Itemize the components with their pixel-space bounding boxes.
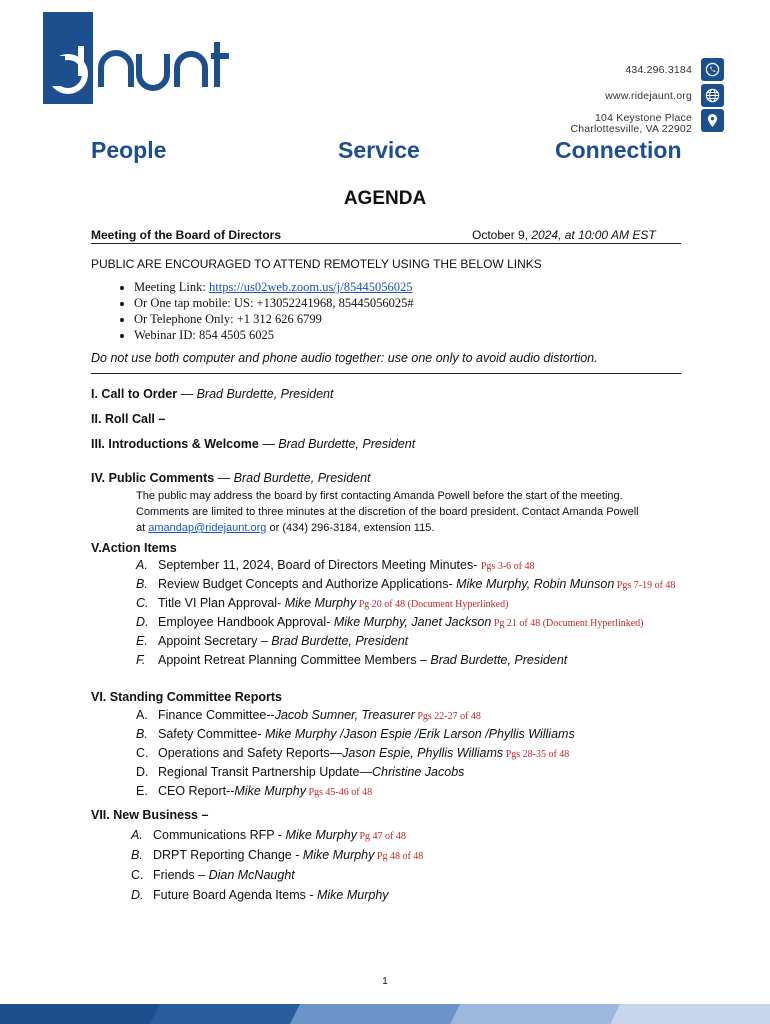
list-item: B. DRPT Reporting Change - Mike Murphy Pg 48 of 48 xyxy=(131,848,424,862)
list-item: E. CEO Report--Mike Murphy Pgs 45-46 of 48 xyxy=(136,784,373,798)
page-reference: Pg 20 of 48 (Document Hyperlinked) xyxy=(356,599,509,610)
remote-links-list xyxy=(112,279,414,343)
list-item: D. Future Board Agenda Items - Mike Murphy xyxy=(131,888,389,902)
item-introductions: III. Introductions & Welcome — Brad Burdette, President xyxy=(91,437,416,451)
list-item: C. Friends – Dian McNaught xyxy=(131,868,295,882)
audio-note: Do not use both computer and phone audio together: use one only to avoid audio distortion. xyxy=(91,351,598,365)
public-notice: PUBLIC ARE ENCOURAGED TO ATTEND REMOTELY USING THE BELOW LINKS xyxy=(91,257,542,271)
page-reference: Pgs 7-19 of 48 xyxy=(614,580,676,591)
item-new-business: VII. New Business – xyxy=(91,808,209,822)
list-item: A. Finance Committee--Jacob Sumner, Treasurer Pgs 22-27 of 48 xyxy=(136,708,481,722)
item-committee-reports: VI. Standing Committee Reports xyxy=(91,690,282,704)
svg-text:Jaunt: Jaunt xyxy=(138,105,141,106)
globe-icon xyxy=(701,84,724,107)
page-reference: Pg 47 of 48 xyxy=(357,831,406,842)
page-reference: Pgs 28-35 of 48 xyxy=(503,749,570,760)
meeting-date: October 9, 2024, at 10:00 AM EST xyxy=(472,228,656,242)
list-item: • Or Telephone Only: +1 312 626 6799 xyxy=(134,311,414,327)
item-roll-call: II. Roll Call – xyxy=(91,412,166,426)
list-item: B. Review Budget Concepts and Authorize Applications- Mike Murphy, Robin Munson Pgs 7-19 of 48 xyxy=(136,577,676,591)
page-reference: Pgs 3-6 of 48 xyxy=(480,561,535,572)
meeting-row xyxy=(91,227,681,244)
list-item: D. Regional Transit Partnership Update—Christine Jacobs xyxy=(136,765,465,779)
list-item: C. Operations and Safety Reports—Jason Espie, Phyllis Williams Pgs 28-35 of 48 xyxy=(136,746,570,760)
meeting-name: Meeting of the Board of Directors xyxy=(91,228,282,242)
address-line-1: 104 Keystone Place xyxy=(595,112,692,124)
list-item: C. Title VI Plan Approval- Mike Murphy Pg 20 of 48 (Document Hyperlinked) xyxy=(136,596,509,610)
list-item: E. Appoint Secretary – Brad Burdette, President xyxy=(136,634,409,648)
page-number: 1 xyxy=(382,976,388,987)
public-comments-text: The public may address the board by first contacting Amanda Powell before the start of the meeting. Comments are limited to three minutes at the discretion of the board president. Contact Amanda Powell at amandap@ridejaunt.org or (434) 296-3184, extension 115. xyxy=(136,490,639,534)
location-pin-icon xyxy=(701,109,724,132)
list-item: D. Employee Handbook Approval- Mike Murphy, Janet Jackson Pg 21 of 48 (Document Hyperlinked) xyxy=(136,615,644,629)
page-reference: Pgs 45-46 of 48 xyxy=(305,787,373,798)
website: www.ridejaunt.org xyxy=(605,90,692,102)
list-item: A. September 11, 2024, Board of Directors Meeting Minutes- Pgs 3-6 of 48 xyxy=(136,558,535,572)
zoom-link[interactable]: https://us02web.zoom.us/j/85445056025 xyxy=(209,280,413,294)
divider xyxy=(91,373,681,374)
email-link[interactable]: amandap@ridejaunt.org xyxy=(148,522,267,534)
list-item: • Meeting Link: https://us02web.zoom.us/j/85445056025 xyxy=(134,279,414,295)
phone-icon xyxy=(701,58,724,81)
list-item: A. Communications RFP - Mike Murphy Pg 47 of 48 xyxy=(131,828,406,842)
list-item: B. Safety Committee- Mike Murphy /Jason Espie /Erik Larson /Phyllis Williams xyxy=(136,727,575,741)
list-item: F. Appoint Retreat Planning Committee Members – Brad Burdette, President xyxy=(136,653,568,667)
tagline-connection: Connection xyxy=(555,137,682,163)
item-public-comments: IV. Public Comments — Brad Burdette, President xyxy=(91,471,371,485)
list-item: • Webinar ID: 854 4505 6025 xyxy=(134,327,414,343)
page-reference: Pg 21 of 48 (Document Hyperlinked) xyxy=(491,618,644,629)
tagline-service: Service xyxy=(338,137,420,163)
item-call-to-order: I. Call to Order — Brad Burdette, President xyxy=(91,387,334,401)
jaunt-logo xyxy=(43,12,233,106)
page-reference: Pg 48 of 48 xyxy=(374,851,424,862)
item-action-items: V.Action Items xyxy=(91,541,177,555)
footer-band xyxy=(0,1004,770,1024)
phone-number: 434.296.3184 xyxy=(625,64,692,76)
agenda-title: AGENDA xyxy=(343,188,427,209)
tagline-people: People xyxy=(91,137,167,163)
address-line-2: Charlottesville, VA 22902 xyxy=(570,123,692,135)
page-reference: Pgs 22-27 of 48 xyxy=(414,711,481,722)
list-item: • Or One tap mobile: US: +13052241968, 85445056025# xyxy=(134,295,414,311)
